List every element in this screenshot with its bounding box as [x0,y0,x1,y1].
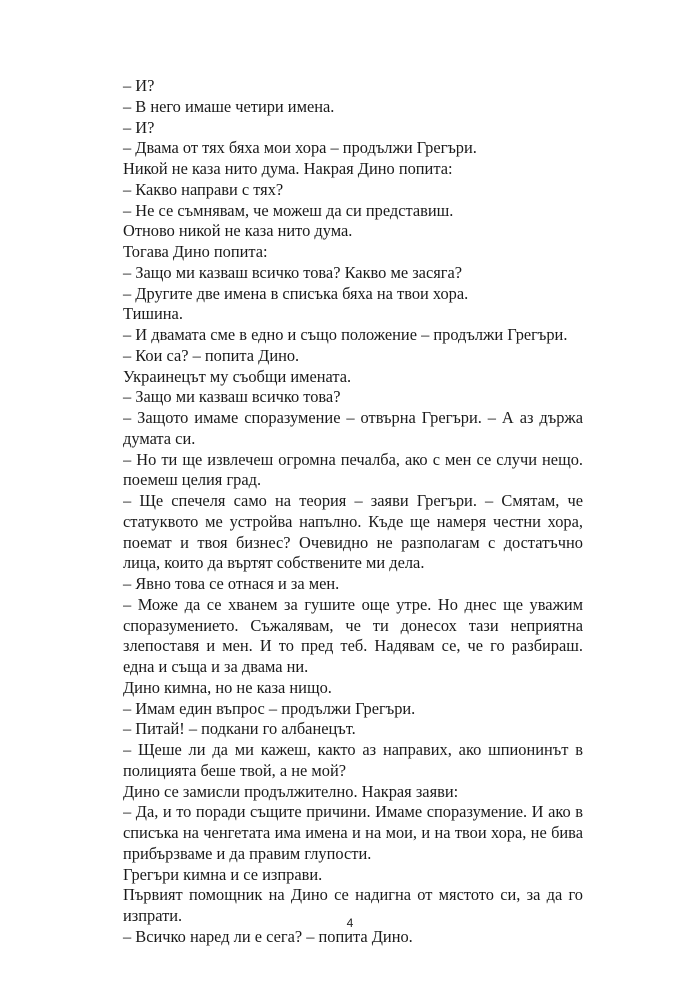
text-line: – И? [123,117,155,137]
text-line: Тишина. [123,304,183,324]
text-line: – Кои са? – попита Дино. [123,345,300,365]
text-line: – Питай! – подкани го албанецът. [123,719,356,739]
text-line: Дино кимна, но не каза нищо. [123,677,332,697]
text-line: – Защо ми казваш всичко това? [123,387,341,407]
text-line: поемат и твоя бизнес? Очевидно не разполагам с достатъчно [123,532,583,552]
text-line: лица, които да въртят собствените ми дела. [123,553,425,573]
text-line: – Какво направи с тях? [123,179,284,199]
text-line: Първият помощник на Дино се надигна от мястото си, за да го [123,885,583,905]
text-line: изпрати. [123,906,183,925]
text-line: – Защото имаме споразумение – отвърна Грегъри. – А аз държа [123,408,583,427]
text-line: Украинецът му съобщи имената. [123,366,352,386]
text-line: полицията беше твой, а не мой? [123,760,346,780]
text-line: споразумението. Съжалявам, че ти донесох тази неприятна [123,615,583,635]
text-line: – Ще спечеля само на теория – заяви Грегъри. – Смятам, че [123,491,583,510]
text-line: – Явно това се отнася и за мен. [123,574,340,593]
text-line: Дино се замисли продължително. Накрая заяви: [123,781,459,801]
body-text [123,76,583,948]
text-line: злепоставя и мен. И то пред теб. Надявам се, че го разбираш. [123,636,583,656]
text-line: – Не се съмнявам, че можеш да си представиш. [123,200,454,220]
text-line: Отново никой не каза нито дума. [123,221,353,241]
text-line: Тогава Дино попита: [123,242,268,261]
text-line: списъка на ченгетата има имена и на мои, и на твои хора, не бива [123,823,583,842]
text-line: статуквото ме устройва напълно. Къде ще намеря честни хора, [123,511,583,531]
text-line: поемеш целия град. [123,470,262,490]
text-line: – Но ти ще извлечеш огромна печалба, ако с мен се случи нещо. [123,449,583,469]
text-line: – Имам един въпрос – продължи Грегъри. [123,698,416,718]
text-line: Грегъри кимна и се изправи. [123,864,323,884]
text-line: – Щеше ли да ми кажеш, както аз направих, ако шпионинът в [123,740,583,759]
text-line: – И двамата сме в едно и също положение – продължи Грегъри. [123,325,568,344]
text-line: – Всичко наред ли е сега? – попита Дино. [123,926,413,946]
page-number: 4 [346,916,354,930]
text-line: – И? [123,76,155,95]
text-line: – Защо ми казваш всичко това? Какво ме засяга? [123,262,463,282]
text-line: – Двама от тях бяха мои хора – продължи Грегъри. [123,138,477,158]
text-line: – В него имаше четири имена. [123,96,335,116]
text-line: – Другите две имена в списъка бяха на твои хора. [123,283,469,303]
text-line: Никой не каза нито дума. Накрая Дино попита: [123,159,453,178]
text-line: – Може да се хванем за гушите още утре. Но днес ще уважим [123,594,583,614]
text-line: – Да, и то поради същите причини. Имаме споразумение. И ако в [123,802,583,822]
text-line: думата си. [123,428,196,448]
text-line: една и съща и за двама ни. [123,657,309,676]
text-line: прибързваме и да правим глупости. [123,843,372,863]
